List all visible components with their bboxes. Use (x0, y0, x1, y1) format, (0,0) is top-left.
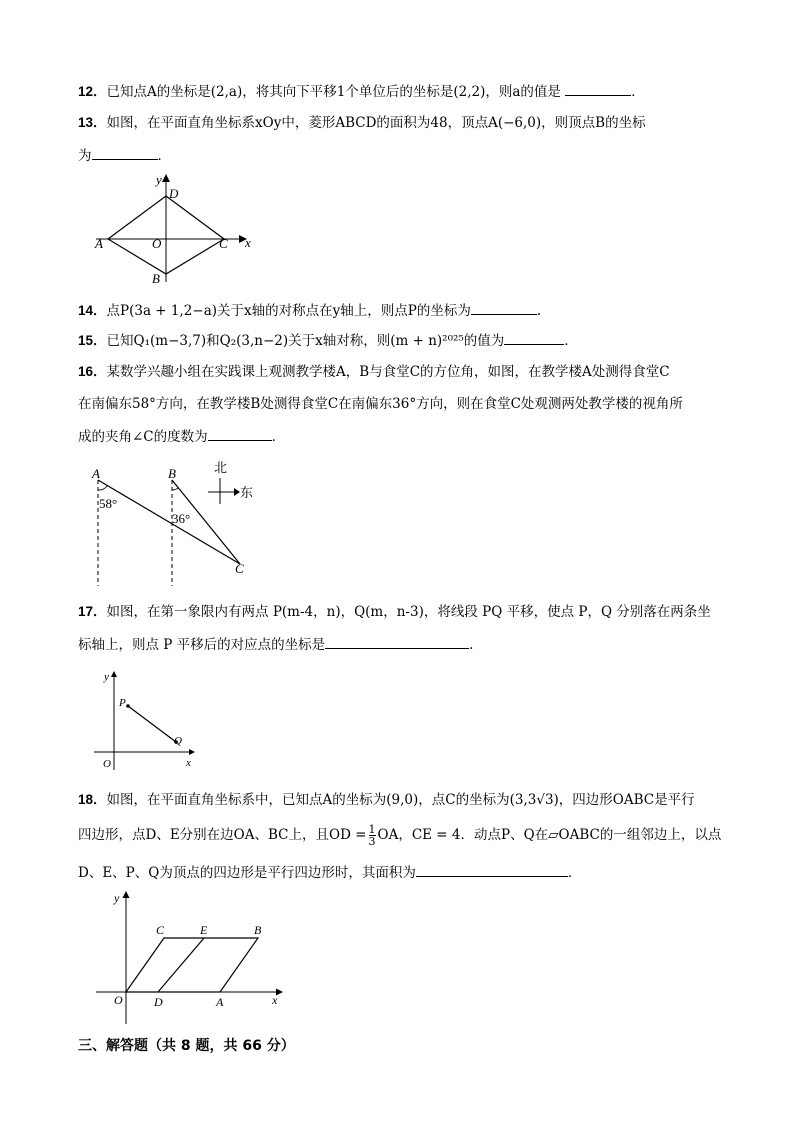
label-A: A (216, 995, 224, 1009)
question-13 (78, 113, 646, 133)
end-mark: ． (271, 429, 286, 445)
question-number: 17． (78, 604, 107, 619)
answer-blank[interactable] (208, 426, 272, 441)
fraction-numerator: 1 (368, 823, 376, 836)
end-mark: ． (567, 865, 582, 881)
figure-bearing (88, 456, 268, 591)
question-13-line2 (78, 145, 171, 166)
label-x: x (272, 993, 278, 1007)
question-15 (78, 330, 578, 351)
label-O: O (114, 993, 123, 1007)
question-18 (78, 790, 695, 810)
fraction-one-third (369, 824, 376, 847)
question-text: 为 (78, 148, 92, 164)
label-x: x (245, 235, 251, 250)
question-text: 已知Q₁(m−3,7)和Q₂(3,n−2)关于x轴对称，则(m + n)²⁰²⁵的值为 (106, 333, 505, 349)
label-P: P (119, 697, 126, 709)
section-title: 三、解答题（共 8 题，共 66 分） (78, 1038, 295, 1054)
label-C: C (156, 923, 165, 937)
question-number: 12． (78, 84, 107, 99)
label-B: B (254, 923, 262, 937)
label-O: O (152, 236, 162, 251)
question-number: 13． (78, 115, 107, 130)
question-number: 16． (78, 364, 107, 379)
question-text: 点P(3a + 1,2−a)关于x轴的对称点在y轴上，则点P的坐标为 (106, 303, 471, 319)
label-y: y (114, 891, 120, 905)
compass-north: 北 (214, 461, 228, 476)
compass-east: 东 (240, 486, 254, 501)
end-mark: ． (564, 333, 578, 349)
label-A: A (92, 466, 100, 481)
question-text: 如图，在第一象限内有两点 P(m-4，n)，Q(m，n-3)，将线段 PQ 平移，使点 P，Q 分别落在两条坐 (106, 604, 711, 620)
label-angle-58: 58° (99, 496, 118, 511)
label-y: y (104, 671, 109, 683)
question-text: 成的夹角∠C的度数为 (78, 429, 208, 445)
question-number: 14． (78, 303, 107, 318)
label-D: D (169, 186, 179, 201)
question-text: 标轴上，则点 P 平移后的对应点的坐标是 (78, 637, 326, 653)
figure-rhombus (88, 170, 258, 288)
question-text: 在南偏东58°方向，在教学楼B处测得食堂C在南偏东36°方向，则在食堂C处观测两处教学楼的视角所 (78, 396, 683, 412)
question-14 (78, 300, 541, 321)
question-text: OA，CE = 4．动点P、Q在▱OABC的一组邻边上，以点 (377, 827, 722, 843)
label-Q: Q (174, 735, 182, 747)
label-B: B (152, 271, 160, 286)
question-16-line2 (78, 394, 683, 414)
label-B: B (168, 466, 176, 481)
answer-blank[interactable] (471, 300, 537, 315)
fraction-denominator: 3 (368, 835, 376, 848)
question-17 (78, 602, 711, 622)
label-A: A (95, 236, 103, 251)
figure-parallelogram (92, 888, 292, 1028)
label-C: C (219, 236, 228, 251)
label-E: E (200, 923, 208, 937)
label-y: y (156, 172, 162, 187)
label-C: C (235, 561, 244, 576)
question-16 (78, 362, 670, 382)
end-mark: ． (631, 84, 645, 100)
answer-blank[interactable] (504, 330, 564, 345)
answer-blank[interactable] (416, 862, 568, 877)
question-number: 15． (78, 333, 107, 348)
figure-pq (90, 668, 200, 773)
question-text: 四边形，点D、E分别在边OA、BC上，且OD = (78, 827, 367, 843)
label-x: x (186, 757, 191, 769)
end-mark: . (469, 637, 474, 653)
question-number: 18． (78, 792, 107, 807)
end-mark: . (536, 303, 542, 319)
question-12 (78, 81, 645, 102)
question-16-line3 (78, 426, 285, 447)
question-17-line2 (78, 634, 473, 655)
question-18-line3 (78, 862, 581, 883)
question-text: 已知点A的坐标是(2,a)，将其向下平移1个单位后的坐标是(2,2)，则a的值是 (106, 84, 561, 100)
question-text: 某数学兴趣小组在实践课上观测教学楼A，B与食堂C的方位角，如图，在教学楼A处测得食堂C (106, 364, 670, 380)
answer-blank[interactable] (92, 145, 158, 160)
question-text: D、E、P、Q为顶点的四边形是平行四边形时，其面积为 (78, 865, 416, 881)
question-18-line2 (78, 824, 721, 847)
label-O: O (103, 758, 111, 770)
answer-blank[interactable] (325, 634, 469, 649)
question-text: 如图，在平面直角坐标系中，已知点A的坐标为(9,0)，点C的坐标为(3,3√3)，四边形OABC是平行 (106, 792, 695, 808)
question-text: 如图，在平面直角坐标系xOy中，菱形ABCD的面积为48，顶点A(−6,0)，则顶点B的坐标 (106, 115, 646, 131)
end-mark: ． (157, 148, 171, 164)
label-D: D (154, 995, 163, 1009)
label-angle-36: 36° (172, 511, 191, 526)
answer-blank[interactable] (565, 81, 631, 96)
